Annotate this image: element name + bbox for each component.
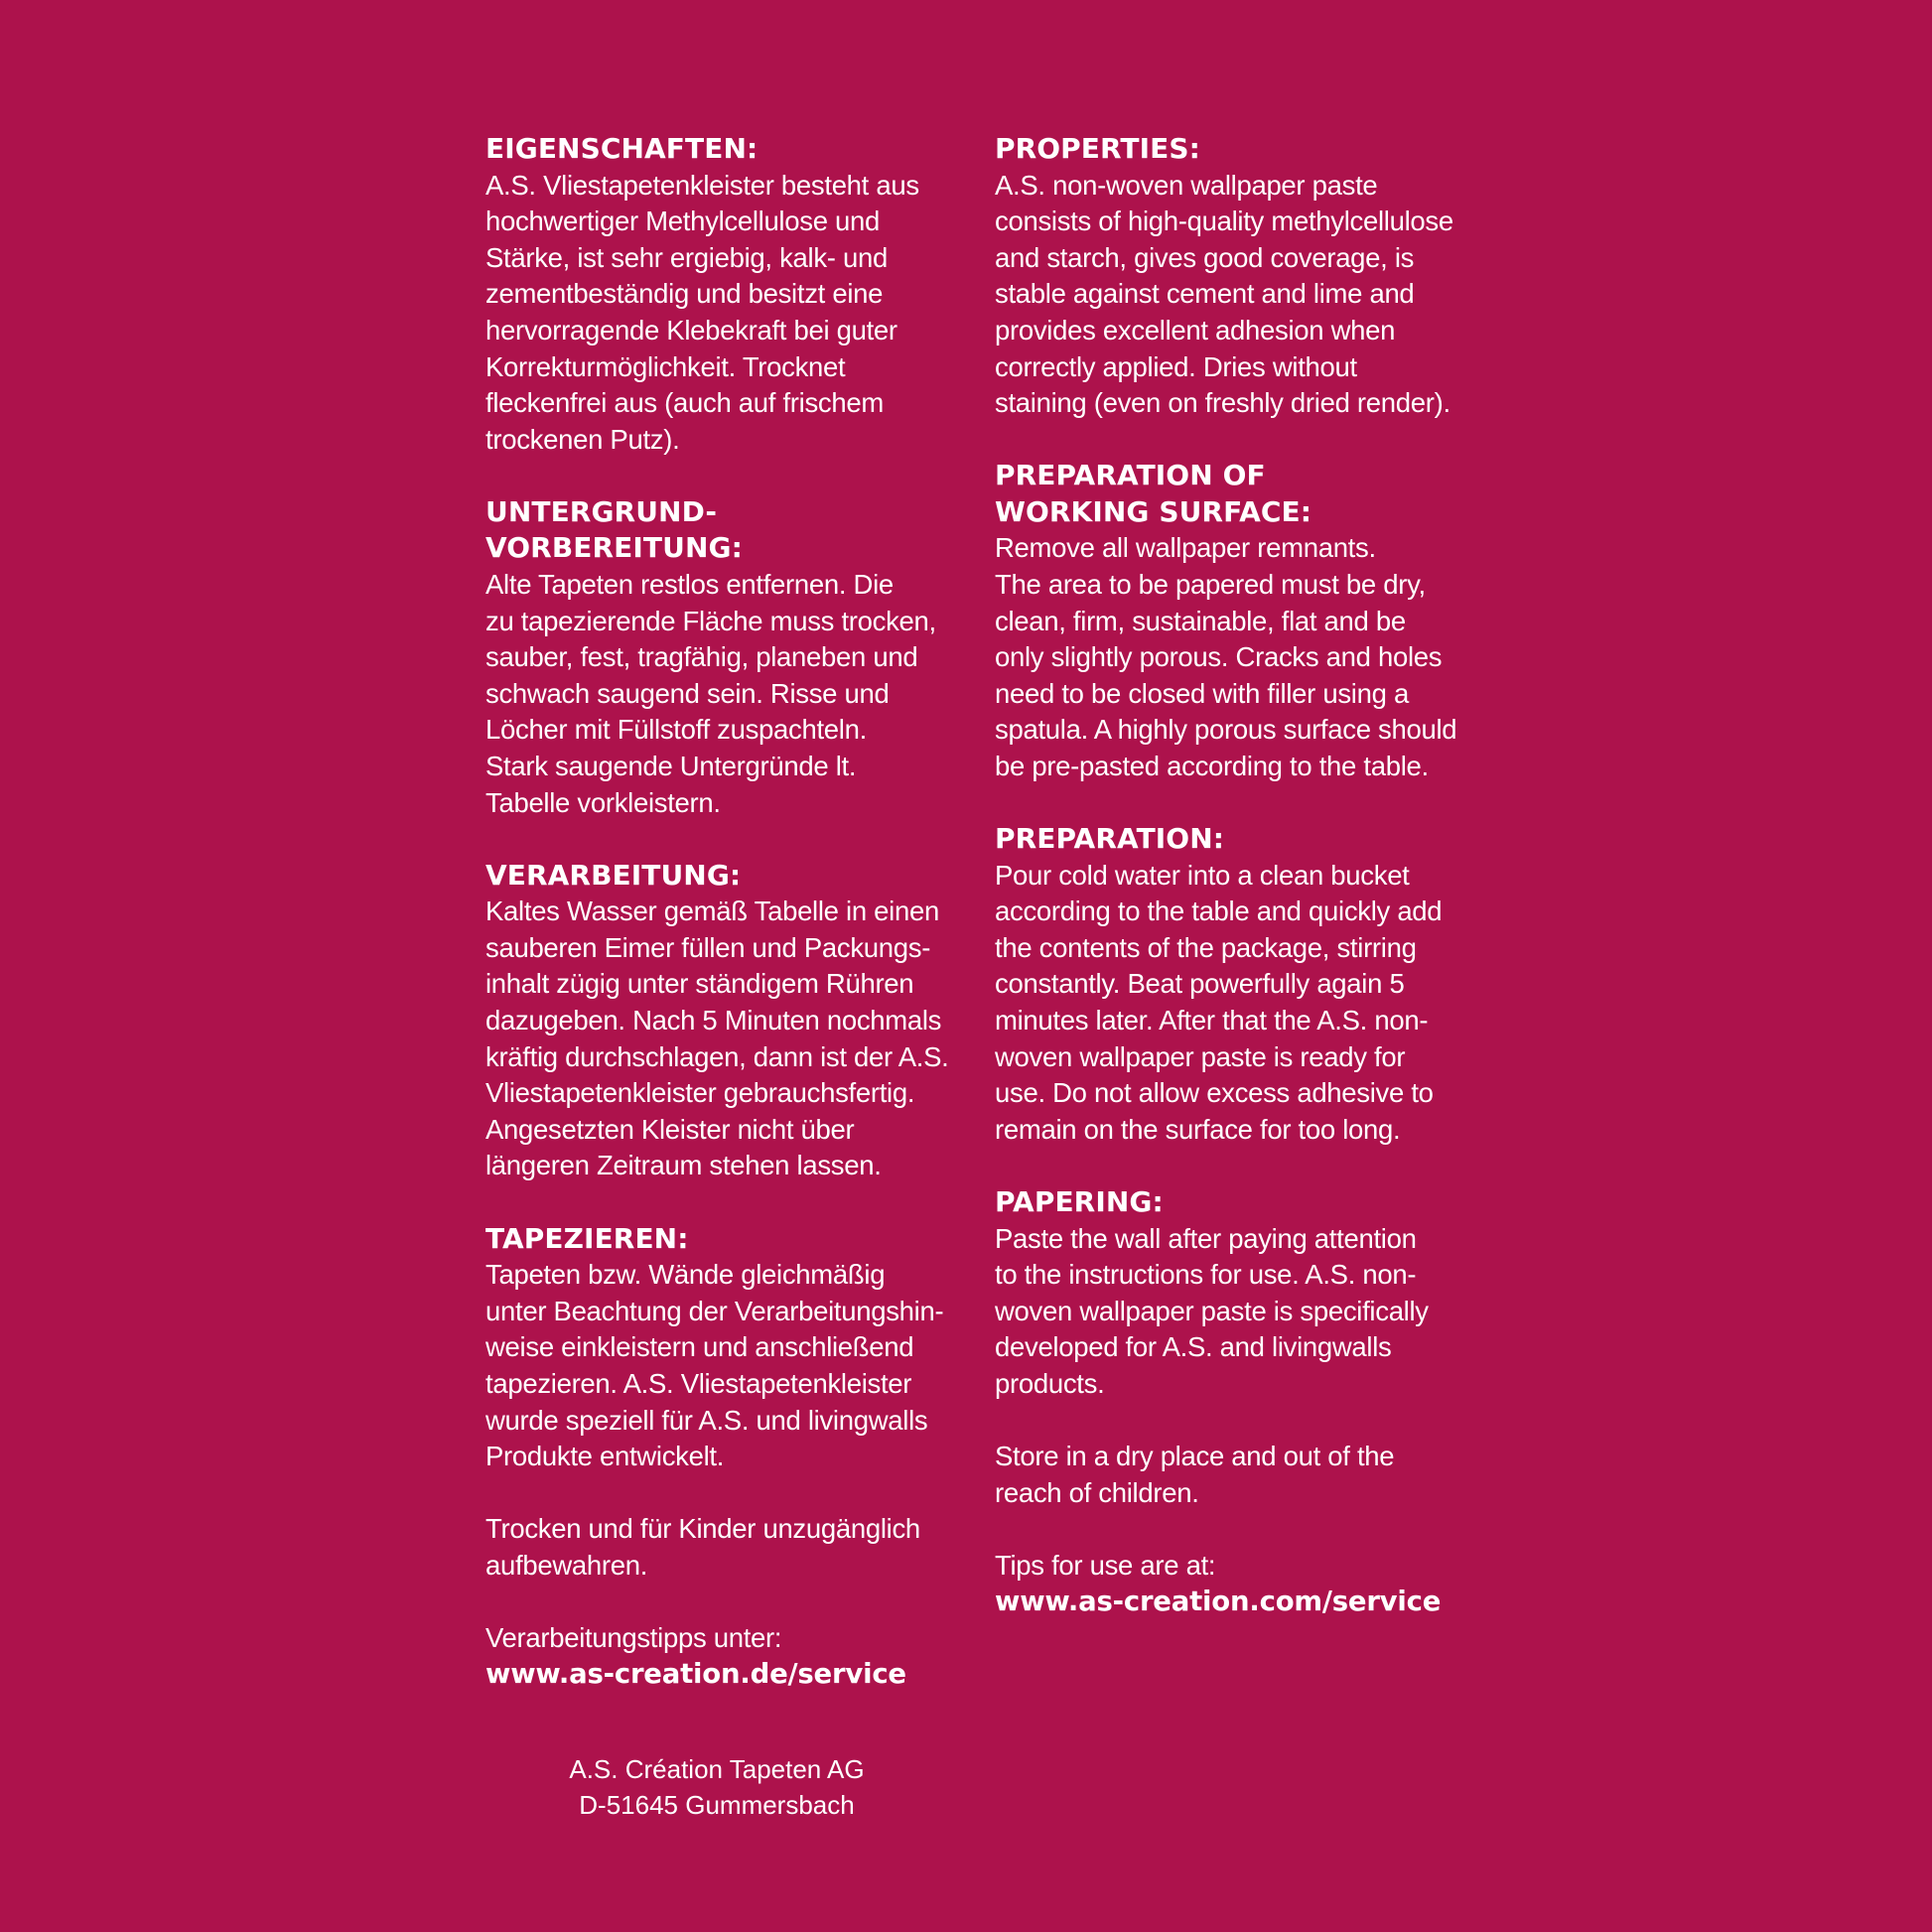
text-line: constantly. Beat powerfully again 5	[995, 968, 1405, 1000]
company-footer	[485, 1751, 948, 1823]
en-surface-heading-2: WORKING SURFACE:	[995, 494, 1312, 528]
text-line: wurde speziell für A.S. und livingwalls	[485, 1404, 928, 1436]
text-line: minutes later. After that the A.S. non-	[995, 1005, 1429, 1036]
text-line: Store in a dry place and out of the	[995, 1441, 1395, 1471]
company-address: D-51645 Gummersbach	[579, 1790, 855, 1820]
de-properties-heading: EIGENSCHAFTEN:	[485, 132, 759, 165]
text-line: Vliestapetenkleister gebrauchsfertig.	[485, 1077, 915, 1109]
text-line: clean, firm, sustainable, flat and be	[995, 605, 1406, 636]
en-tips-section	[995, 1548, 1471, 1620]
en-tips-label: Tips for use are at:	[995, 1549, 1216, 1581]
text-line: hochwertiger Methylcellulose und	[485, 206, 881, 237]
text-line: Remove all wallpaper remnants.	[995, 532, 1376, 564]
text-line: Korrekturmöglichkeit. Trocknet	[485, 350, 846, 382]
text-line: tapezieren. A.S. Vliestapetenkleister	[485, 1367, 912, 1399]
text-line: weise einkleistern und anschließend	[485, 1331, 914, 1363]
text-line: Produkte entwickelt.	[485, 1441, 725, 1472]
text-line: Angesetzten Kleister nicht über	[485, 1113, 855, 1145]
text-line: The area to be papered must be dry,	[995, 569, 1426, 601]
company-name: A.S. Création Tapeten AG	[569, 1754, 865, 1784]
text-line: aufbewahren.	[485, 1549, 648, 1581]
en-papering-heading: PAPERING:	[995, 1184, 1164, 1218]
de-processing-section	[485, 858, 962, 1184]
text-line: need to be closed with filler using a	[995, 677, 1409, 709]
text-line: schwach saugend sein. Risse und	[485, 677, 890, 709]
text-line: A.S. Vliestapetenkleister besteht aus	[485, 169, 919, 201]
text-line: unter Beachtung der Verarbeitungshin-	[485, 1295, 944, 1326]
text-line: only slightly porous. Cracks and holes	[995, 641, 1443, 673]
text-line: provides excellent adhesion when	[995, 314, 1396, 345]
en-papering-section	[995, 1184, 1471, 1403]
text-line: be pre-pasted according to the table.	[995, 751, 1429, 781]
de-service-link[interactable]: www.as-creation.de/service	[485, 1658, 906, 1691]
text-line: zementbeständig und besitzt eine	[485, 278, 884, 310]
text-line: dazugeben. Nach 5 Minuten nochmals	[485, 1005, 942, 1036]
de-surface-heading-2: VORBEREITUNG:	[485, 531, 743, 565]
en-properties-section	[995, 131, 1471, 422]
text-line: A.S. non-woven wallpaper paste	[995, 169, 1378, 201]
text-line: zu tapezierende Fläche muss trocken,	[485, 605, 936, 636]
en-surface-section	[995, 458, 1471, 784]
text-line: staining (even on freshly dried render).	[995, 387, 1450, 419]
text-line: Pour cold water into a clean bucket	[995, 859, 1410, 891]
text-line: Stärke, ist sehr ergiebig, kalk- und	[485, 241, 888, 273]
text-line: hervorragende Klebekraft bei guter	[485, 314, 897, 345]
text-line: and starch, gives good coverage, is	[995, 241, 1415, 273]
text-line: woven wallpaper paste is specifically	[995, 1295, 1429, 1326]
de-tips-label: Verarbeitungstipps unter:	[485, 1621, 782, 1653]
text-line: to the instructions for use. A.S. non-	[995, 1259, 1417, 1291]
en-surface-heading-1: PREPARATION OF	[995, 459, 1266, 492]
text-line: Tapeten bzw. Wände gleichmäßig	[485, 1259, 886, 1291]
text-line: spatula. A highly porous surface should	[995, 714, 1457, 746]
text-line: inhalt zügig unter ständigem Rühren	[485, 968, 914, 1000]
en-service-link[interactable]: www.as-creation.com/service	[995, 1586, 1442, 1618]
text-line: Stark saugende Untergründe lt.	[485, 751, 857, 781]
de-papering-section	[485, 1221, 962, 1475]
en-properties-heading: PROPERTIES:	[995, 132, 1200, 165]
de-storage-section	[485, 1511, 962, 1584]
de-tips-section	[485, 1620, 962, 1693]
de-processing-heading: VERARBEITUNG:	[485, 858, 742, 892]
text-line: fleckenfrei aus (auch auf frischem	[485, 387, 884, 419]
text-line: the contents of the package, stirring	[995, 931, 1417, 963]
text-line: consists of high-quality methylcellulose	[995, 206, 1453, 237]
text-line: correctly applied. Dries without	[995, 350, 1357, 382]
german-column	[485, 131, 962, 1729]
text-line: längeren Zeitraum stehen lassen.	[485, 1150, 882, 1181]
text-line: Löcher mit Füllstoff zuspachteln.	[485, 714, 867, 746]
en-preparation-heading: PREPARATION:	[995, 822, 1225, 856]
de-surface-heading-1: UNTERGRUND-	[485, 494, 718, 528]
english-column	[995, 131, 1471, 1656]
de-papering-heading: TAPEZIEREN:	[485, 1221, 689, 1255]
text-line: sauber, fest, tragfähig, planeben und	[485, 641, 918, 673]
text-line: according to the table and quickly add	[995, 896, 1443, 927]
text-line: Kaltes Wasser gemäß Tabelle in einen	[485, 896, 939, 927]
text-line: use. Do not allow excess adhesive to	[995, 1077, 1434, 1109]
text-line: products.	[995, 1367, 1105, 1399]
en-storage-section	[995, 1439, 1471, 1511]
text-line: stable against cement and lime and	[995, 278, 1415, 310]
text-line: sauberen Eimer füllen und Packungs-	[485, 931, 931, 963]
text-line: Alte Tapeten restlos entfernen. Die	[485, 569, 894, 601]
en-preparation-section	[995, 821, 1471, 1148]
text-line: Tabelle vorkleistern.	[485, 786, 721, 818]
text-line: Paste the wall after paying attention	[995, 1222, 1417, 1254]
text-line: developed for A.S. and livingwalls	[995, 1331, 1392, 1363]
text-line: trockenen Putz).	[485, 423, 680, 455]
text-line: remain on the surface for too long.	[995, 1113, 1401, 1145]
text-line: Trocken und für Kinder unzugänglich	[485, 1513, 920, 1545]
text-line: reach of children.	[995, 1476, 1199, 1508]
text-line: woven wallpaper paste is ready for	[995, 1040, 1406, 1072]
de-properties-section	[485, 131, 962, 458]
text-line: kräftig durchschlagen, dann ist der A.S.	[485, 1040, 949, 1072]
de-surface-section	[485, 494, 962, 821]
